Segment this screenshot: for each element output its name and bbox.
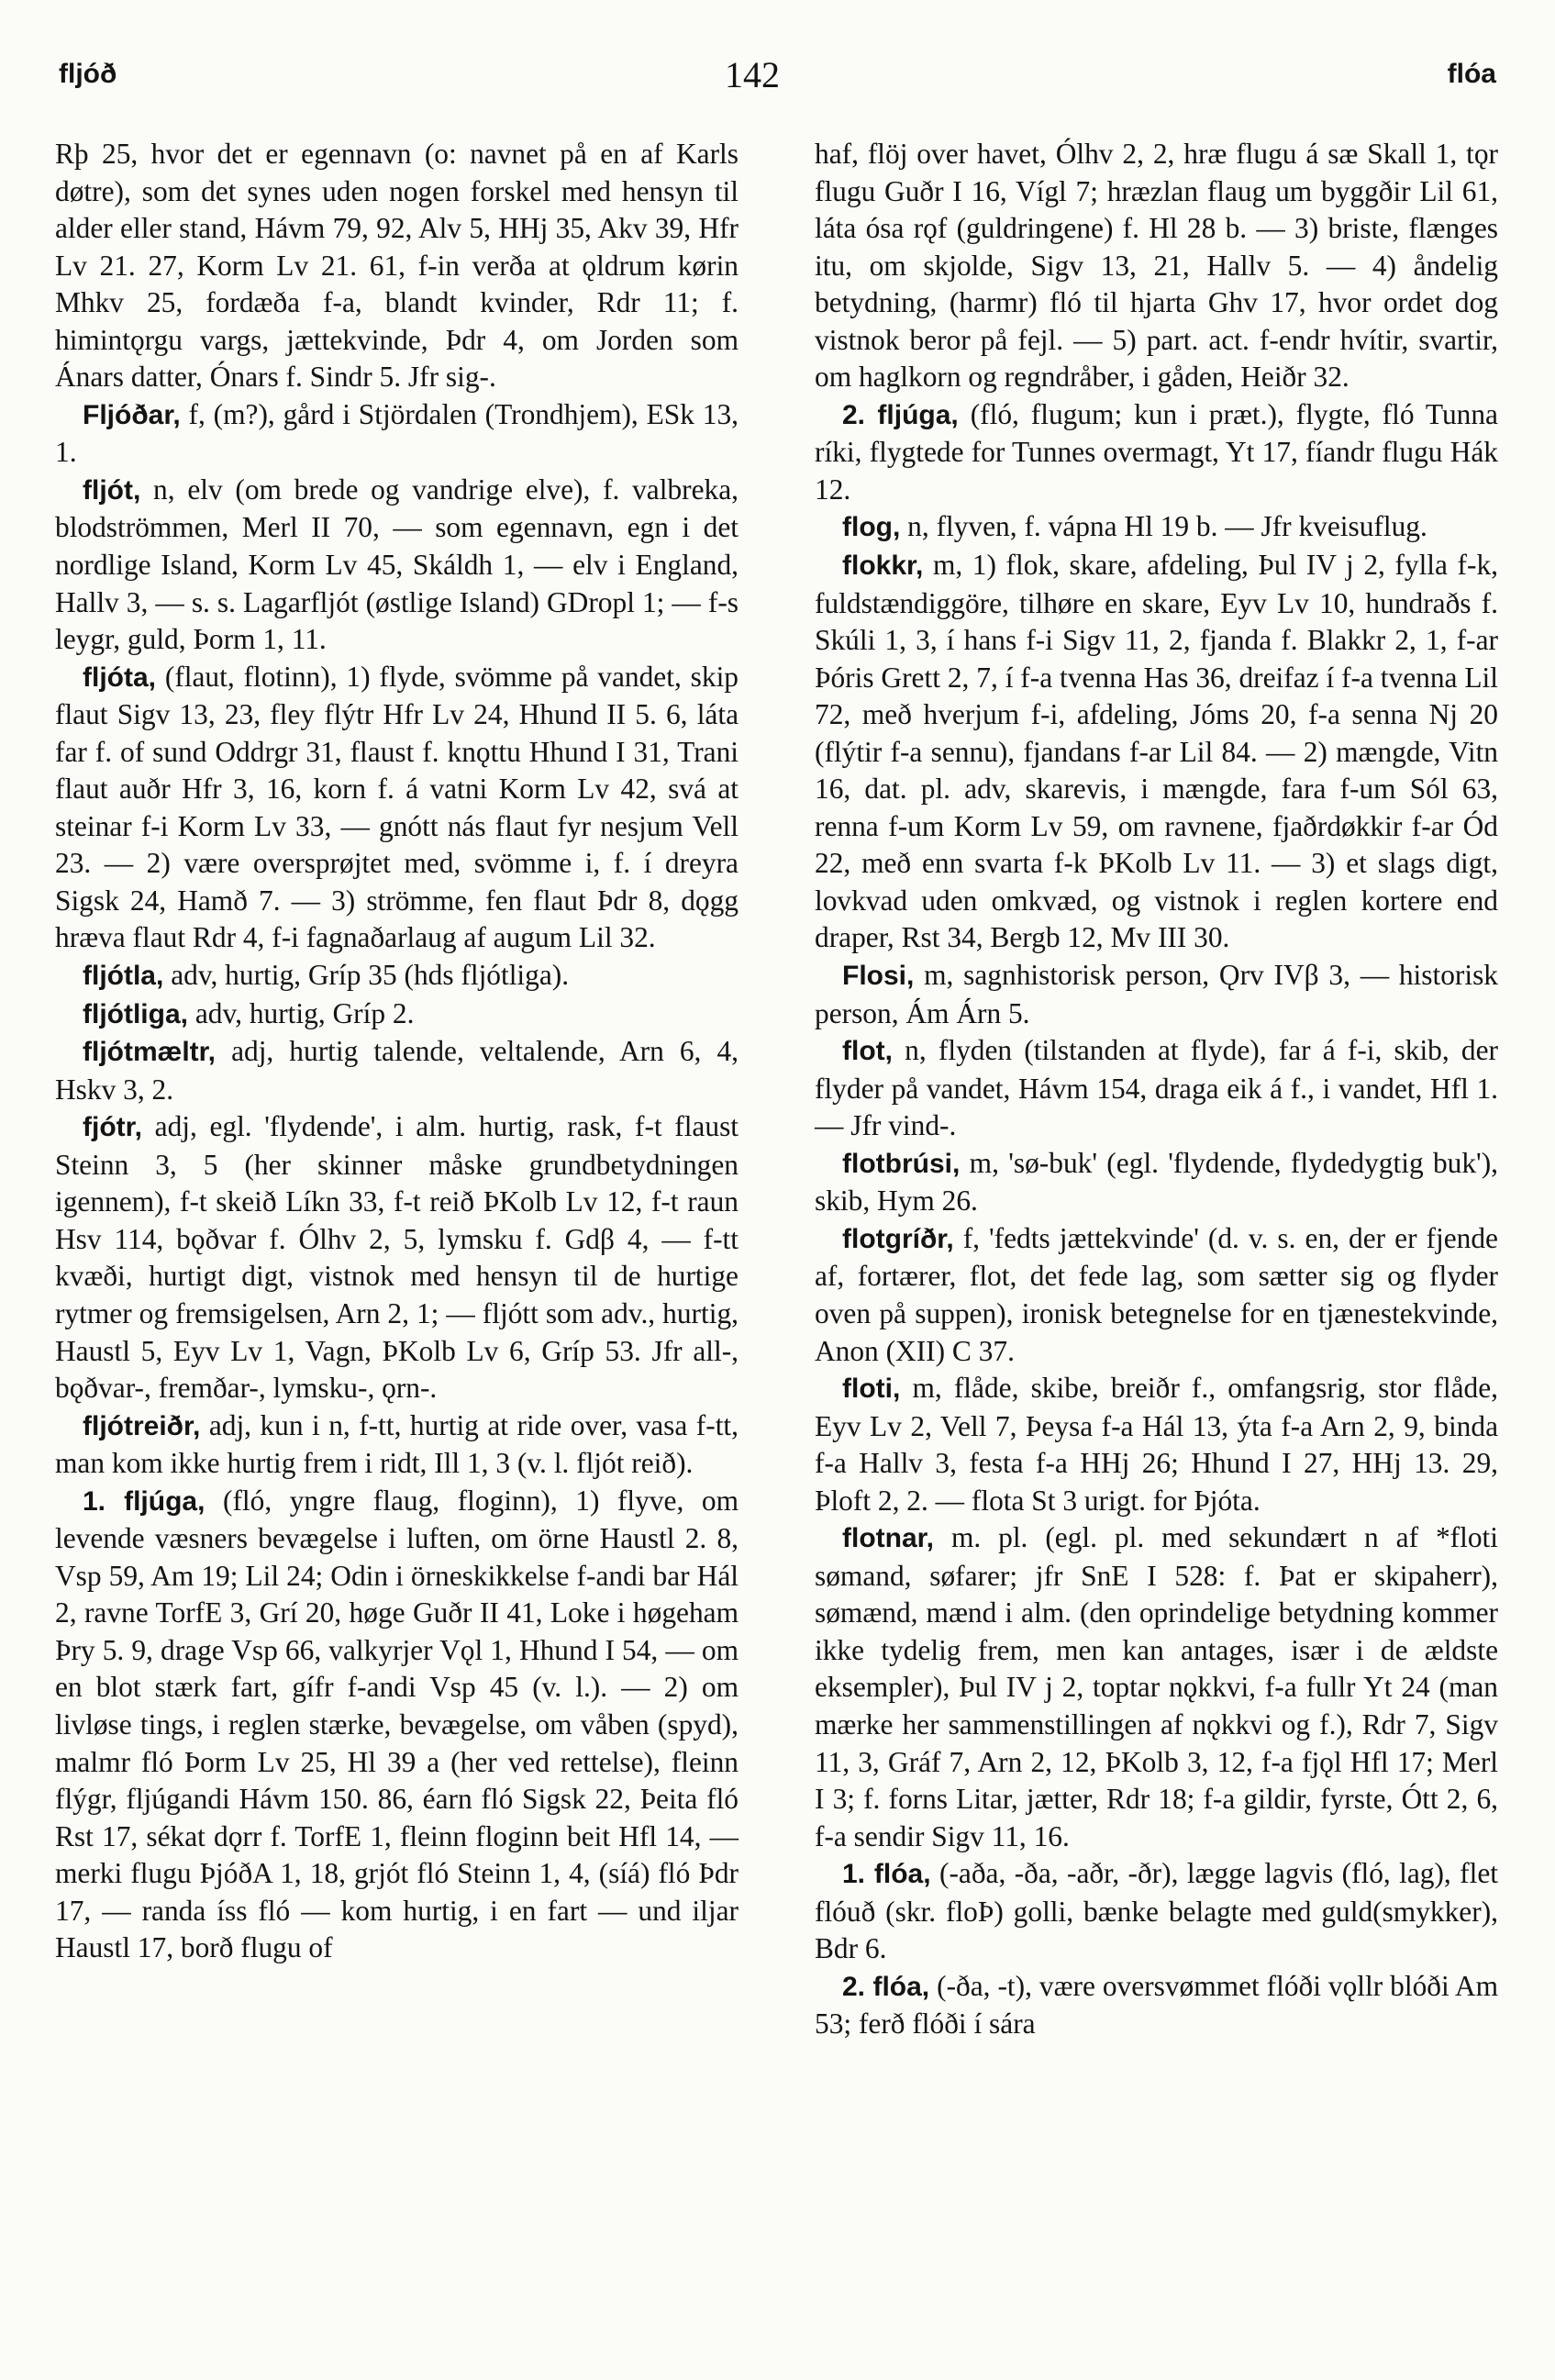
right-running-headword: flóa xyxy=(1447,59,1496,89)
entry-headword: 2. fljúga, xyxy=(842,399,959,430)
dictionary-entry xyxy=(815,1855,1498,1968)
dictionary-entry xyxy=(815,508,1498,547)
entry-headword: fljóta, xyxy=(83,662,156,693)
entry-text: (fló, yngre flaug, floginn), 1) flyve, om levende væsners bevægelse i luften, om örne Haustl 2. 8, Vsp 59, Am 19; Lil 24; Odin i örneskikkelse f-andi bar Hál 2, ravne TorfE 3, Grí 20, høge Guðr II 41, Loke i høgeham Þry 5. 9, drage Vsp 66, valkyrjer Vǫl 1, Hhund I 54, — om en blot stærk fart, gífr f-andi Vsp 45 (v. l.). — 2) om livløse tings, i reglen stærke, bevægelse, om våben (spyd), malmr fló Þorm Lv 25, Hl 39 a (her ved rettelse), fleinn flýgr, fljúgandi Hávm 150. 86, éarn fló Sigsk 22, Þeita fló Rst 17, sékat dǫrr f. TorfE 1, fleinn floginn beit Hfl 14, — merki flugu ÞjóðA 1, 18, grjót fló Steinn 1, 4, (síá) fló Þdr 17, — randa íss fló — kom hurtig, i en fart — und iljar Haustl 17, borð flugu of xyxy=(55,1484,739,1964)
entry-text: haf, flöj over havet, Ólhv 2, 2, hræ flugu á sæ Skall 1, tǫr flugu Guðr I 16, Vígl 7; hræzlan flaug um byggðir Lil 61, láta ósa rǫf (guldringene) f. Hl 28 b. — 3) briste, flænges itu, om skjolde, Sigv 13, 21, Hallv 5. — 4) åndelig betydning, (harmr) fló til hjarta Ghv 17, hvor ordet dog vistnok beror på fejl. — 5) part. act. f-endr hvítir, svartir, om haglkorn og regndråber, i gåden, Heiðr 32. xyxy=(815,138,1498,394)
right-column xyxy=(815,136,1498,2043)
dictionary-entry xyxy=(55,472,739,659)
entry-text: m, 'sø-buk' (egl. 'flydende, flydedygtig buk'), skib, Hym 26. xyxy=(815,1146,1498,1218)
entry-headword: Flosi, xyxy=(842,961,915,992)
entry-headword: fljótmæltr, xyxy=(83,1037,217,1068)
entry-text: n, flyven, f. vápna Hl 19 b. — Jfr kveisuflug. xyxy=(907,510,1427,543)
entry-text: n, flyden (tilstanden at flyde), far á f-i, skib, der flyder på vandet, Hávm 154, draga eik á f., i vandet, Hfl 1. — Jfr vind-. xyxy=(815,1034,1498,1142)
entry-text: m, flåde, skibe, breiðr f., omfangsrig, stor flåde, Eyv Lv 2, Vell 7, Þeysa f-a Hál 13, ýta f-a Arn 2, 9, binda f-a Hallv 3, festa f-a HHj 26; Hhund I 27, HHj 13. 29, Þloft 2, 2. — flota St 3 urigt. for Þjóta. xyxy=(815,1372,1498,1517)
dictionary-entry xyxy=(815,396,1498,509)
dictionary-entry xyxy=(815,957,1498,1032)
dictionary-entry xyxy=(815,1145,1498,1220)
entry-headword: fljótla, xyxy=(83,961,164,992)
entry-headword: fjótr, xyxy=(83,1112,142,1143)
entry-text: (flaut, flotinn), 1) flyde, svömme på vandet, skip flaut Sigv 13, 23, fley flýtr Hfr Lv 24, Hhund II 5. 6, láta far f. of sund Oddrgr 31, flaust f. knǫttu Hhund I 31, Trani flaut auðr Hfr 3, 16, korn f. á vatni Korm Lv 42, svá at steinar f-i Korm Lv 33, — gnótt nás flaut fyr nesjum Vell 23. — 2) være oversprøjtet med, svömme i, f. í dreyra Sigsk 24, Hamð 7. — 3) strömme, fen flaut Þdr 8, dǫgg hræva flaut Rdr 4, f-i fagnaðarlaug af augum Lil 32. xyxy=(55,660,739,954)
entry-headword: 2. flóa, xyxy=(842,1971,930,2002)
entry-headword: flokkr, xyxy=(842,551,924,582)
entry-text: f, 'fedts jættekvinde' (d. v. s. en, der er fjende af, fortærer, flot, det fede lag, som sætter sig og flyder oven på suppen), ironisk betegnelse for en tjænestekvinde, Anon (XII) C 37. xyxy=(815,1221,1498,1367)
dictionary-entry xyxy=(55,136,739,396)
entry-text: Rþ 25, hvor det er egennavn (o: navnet på en af Karls døtre), som det synes uden nogen forskel med hensyn til alder eller stand, Hávm 79, 92, Alv 5, HHj 35, Akv 39, Hfr Lv 21. 27, Korm Lv 21. 61, f-in verða at ǫldrum kørin Mhkv 25, fordæða f-a, blandt kvinder, Rdr 11; f. himintǫrgu vargs, jættekvinde, Þdr 4, om Jorden som Ánars datter, Ónars f. Sindr 5. Jfr sig-. xyxy=(55,138,739,394)
entry-text: n, elv (om brede og vandrige elve), f. valbreka, blodströmmen, Merl II 70, — som egennavn, egn i det nordlige Island, Korm Lv 45, Skáldh 1, — elv i England, Hallv 3, — s. s. Lagarfljót (østlige Island) GDropl 1; — f-s leygr, guld, Þorm 1, 11. xyxy=(55,473,739,656)
entry-text: (-ða, -t), være oversvømmet flóði vǫllr blóði Am 53; ferð flóði í sára xyxy=(815,1969,1498,2041)
dictionary-entry xyxy=(815,1968,1498,2043)
entry-headword: flotnar, xyxy=(842,1523,935,1554)
dictionary-entry xyxy=(815,1519,1498,1855)
entry-headword: flot, xyxy=(842,1036,893,1067)
entry-headword: flotgríðr, xyxy=(842,1223,954,1254)
entry-text: f, (m?), gård i Stjördalen (Trondhjem), ESk 13, 1. xyxy=(55,397,739,469)
dictionary-entry xyxy=(815,1220,1498,1370)
entry-text: adj, egl. 'flydende', i alm. hurtig, rask, f-t flaust Steinn 3, 5 (her skinner måske grundbetydningen igennem), f-t skeið Líkn 33, f-t reið ÞKolb Lv 12, f-t raun Hsv 114, bǫðvar f. Ólhv 2, 5, lymsku f. Gdβ 4, — f-tt kvæði, hurtigt digt, vistnok med hensyn til de hurtige rytmer og fremsigelsen, Arn 2, 1; — fljótt som adv., hurtig, Haustl 5, Eyv Lv 1, Vagn, ÞKolb Lv 6, Gríp 53. Jfr all-, bǫðvar-, fremðar-, lymsku-, ǫrn-. xyxy=(55,1110,739,1405)
dictionary-entry xyxy=(815,1032,1498,1145)
entry-headword: fljót, xyxy=(83,474,141,506)
entry-headword: fljótreiðr, xyxy=(83,1410,201,1441)
dictionary-entry xyxy=(55,1483,739,1967)
entry-headword: floti, xyxy=(842,1374,901,1405)
entry-text: adj, hurtig talende, veltalende, Arn 6, 4, Hskv 3, 2. xyxy=(55,1035,739,1106)
dictionary-entry xyxy=(55,995,739,1034)
page-header xyxy=(0,53,1555,99)
entry-headword: flog, xyxy=(842,512,901,543)
dictionary-entry xyxy=(55,957,739,995)
entry-headword: 1. fljúga, xyxy=(83,1485,205,1517)
entry-text: m. pl. (egl. pl. med sekundært n af *floti sømand, søfarer; jfr SnE I 528: f. Þat er skipaherr), sømænd, mænd i alm. (den oprindelige betydning kommer ikke tydelig frem, men kan antages, især i de ældste eksempler), Þul IV j 2, toptar nǫkkvi, f-a fullr Yt 24 (man mærke her sammenstillingen af nǫkkvi og f.), Rdr 7, Sigv 11, 3, Gráf 7, Arn 2, 12, ÞKolb 3, 12, f-a fjǫl Hfl 17; Merl I 3; f. forns Litar, jætter, Rdr 18; f-a gildir, fyrste, Ótt 2, 6, f-a sendir Sigv 11, 16. xyxy=(815,1521,1498,1852)
dictionary-entry xyxy=(815,136,1498,396)
entry-text: (fló, flugum; kun i præt.), flygte, fló Tunna ríki, flygtede for Tunnes overmagt, Yt 17, fíandr flugu Hák 12. xyxy=(815,397,1498,506)
entry-text: adv, hurtig, Gríp 35 (hds fljótliga). xyxy=(171,959,570,992)
dictionary-entry xyxy=(55,1407,739,1483)
entry-headword: 1. flóa, xyxy=(842,1859,931,1890)
entry-headword: Fljóðar, xyxy=(83,399,181,430)
dictionary-entry xyxy=(55,1108,739,1407)
entry-text: adv, hurtig, Gríp 2. xyxy=(194,996,415,1029)
page-number: 142 xyxy=(725,54,780,95)
entry-text: m, sagnhistorisk person, Ǫrv IVβ 3, — historisk person, Ám Árn 5. xyxy=(815,959,1498,1029)
entry-headword: flotbrúsi, xyxy=(842,1148,961,1179)
entry-headword: fljótliga, xyxy=(83,998,188,1029)
entry-text: m, 1) flok, skare, afdeling, Þul IV j 2, fylla f-k, fuldstændiggöre, tilhøre en skare, Eyv Lv 10, hundraðs f. Skúli 1, 3, í hans f-i Sigv 11, 2, fjanda f. Blakkr 2, 1, f-ar Þóris Grett 2, 7, í f-a tvenna Has 36, dreifaz í f-a tvenna Lil 72, með hverjum f-i, afdeling, Jóms 20, f-a senna Nj 20 (flýtir f-a sennu), fjandans f-ar Lil 84. — 2) mængde, Vitn 16, dat. pl. adv, skarevis, i mængde, fara f-um Sól 63, renna f-um Korm Lv 59, om ravnene, fjaðrdøkkir f-ar Ód 22, með enn svarta f-k ÞKolb Lv 11. — 3) et slags digt, lovkvad uden omkvæd, og vistnok i reglen kortere end draper, Rst 34, Bergb 12, Mv III 30. xyxy=(815,549,1498,954)
left-running-headword: fljóð xyxy=(59,59,117,89)
dictionary-entry xyxy=(815,547,1498,957)
dictionary-entry xyxy=(55,659,739,957)
left-column xyxy=(55,136,739,1967)
entry-text: adj, kun i n, f-tt, hurtig at ride over, vasa f-tt, man kom ikke hurtig frem i ridt, Ill 1, 3 (v. l. fljót reið). xyxy=(55,1408,739,1480)
dictionary-entry xyxy=(55,396,739,472)
dictionary-entry xyxy=(55,1033,739,1108)
entry-text: (-aða, -ða, -aðr, -ðr), lægge lagvis (fló, lag), flet flóuð (skr. floÞ) golli, bænke belagte med guld(smykker), Bdr 6. xyxy=(815,1857,1499,1965)
dictionary-entry xyxy=(815,1370,1498,1519)
